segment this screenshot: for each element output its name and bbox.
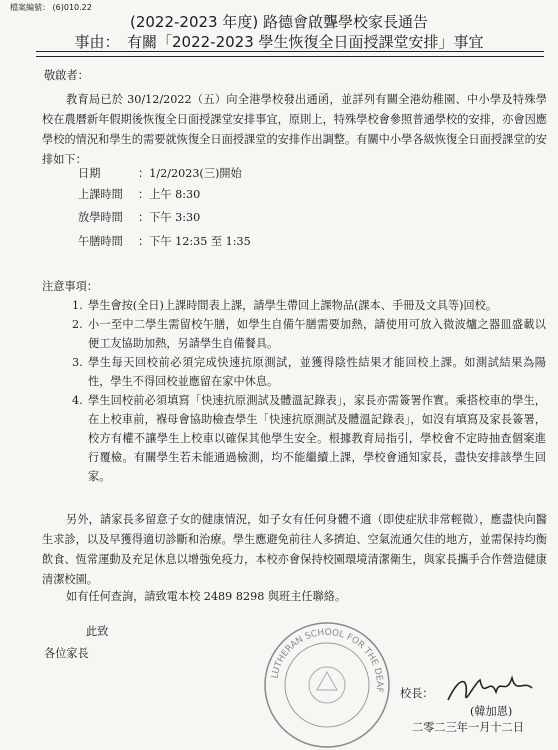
schedule-label: 午膳時間: [78, 235, 123, 248]
schedule-value: ：上午 8:30: [138, 188, 201, 201]
notes-list: [72, 296, 546, 486]
schedule-label: 上課時間: [78, 188, 123, 201]
note-text: 學生回校前必須填寫「快速抗原測試及體溫記錄表」，家長亦需簽署作實。乘搭校車的學生，在上校車前，褓母會協助檢查學生「快速抗原測試及體溫記錄表」，如沒有填寫及家長簽署，校方有權不讓學生上校車以確保其他學生安全。根據教育局指引，學校會不定時抽查個案進行覆檢。有關學生若未能通過檢測，均不能繼續上課，學校會通知家長，盡快安排該學生回家。: [88, 394, 546, 483]
schedule-row: [78, 165, 242, 181]
note-text: 學生會按(全日)上課時間表上課，請學生帶回上課物品(課本、手冊及文具等)回校。: [88, 299, 498, 312]
signature-label: 校長：: [400, 687, 434, 700]
notice-subject: 事由： 有關「2022-2023 學生恢復全日面授課堂安排」事宜: [74, 33, 484, 51]
notice-date: 二零二三年一月十二日: [412, 721, 524, 734]
health-paragraph: 另外，請家長多留意子女的健康情況，如子女有任何身體不適（即使症狀非常輕微），應盡快向醫生求診，以及早獲得適切診斷和治療。學生應避免前往人多擠迫、空氣流通欠佳的地方，並需保持均衡飲食、恆常運動及充足休息以增強免疫力，本校亦會保持校園環境清潔衛生，與家長攜手合作營造健康清潔校園。: [42, 513, 547, 586]
schedule-row: [78, 186, 200, 202]
file-number: 檔案編號： (6)010.22: [10, 3, 92, 12]
notes-heading: 注意事項：: [42, 280, 98, 293]
note-number: 1.: [72, 299, 83, 312]
notice-title: (2022-2023 年度) 路德會啟聾學校家長通告: [129, 13, 428, 31]
note-item: [72, 391, 546, 486]
principal-name: (韓加恩): [470, 705, 513, 718]
note-item: [72, 353, 546, 391]
note-number: 3.: [72, 356, 83, 369]
schedule-label: 放學時間: [78, 211, 123, 224]
schedule-row: [78, 233, 251, 249]
schedule-value: ：下午 3:30: [138, 211, 201, 224]
schedule-row: [78, 209, 200, 225]
note-item: [72, 315, 546, 353]
recipient: 各位家長: [44, 647, 89, 660]
note-number: 2.: [72, 318, 83, 331]
intro-paragraph: 教育局已於 30/12/2022（五）向全港學校發出通函，並詳列有關全港幼稚園、中小學及特殊學校在農曆新年假期後恢復全日面授課堂安排事宜，原則上，特殊學校會參照普通學校的安排，亦會因應學校的情況和學生的需要就恢復全日面授課堂的安排作出調整。有關中小學各級恢復全日面授課堂的安排如下：: [42, 93, 547, 166]
title-rule-bottom: [36, 56, 544, 57]
note-text: 學生每天回校前必須完成快速抗原測試，並獲得陰性結果才能回校上課。如測試結果為陽性，學生不得回校並應留在家中休息。: [88, 356, 546, 388]
school-seal: [262, 620, 392, 750]
note-number: 4.: [72, 394, 83, 407]
schedule-value: ：下午 12:35 至 1:35: [138, 235, 251, 248]
closing: 此致: [86, 625, 109, 638]
note-text: 小一至中二學生需留校午膳，如學生自備午膳需要加熱，請使用可放入微波爐之器皿盛載以便工友協助加熱，另請學生自備餐具。: [88, 318, 546, 350]
title-rule-top: [36, 51, 544, 52]
greeting: 敬啟者：: [44, 69, 89, 82]
schedule-value: ：1/2/2023(三)開始: [138, 167, 242, 180]
seal-text: LUTHERAN SCHOOL FOR THE DEAF: [270, 627, 385, 693]
schedule-label: 日期: [78, 167, 101, 180]
note-item: [72, 296, 546, 315]
enquiry-paragraph: 如有任何查詢，請致電本校 2489 8298 與班主任聯絡。: [66, 590, 347, 603]
